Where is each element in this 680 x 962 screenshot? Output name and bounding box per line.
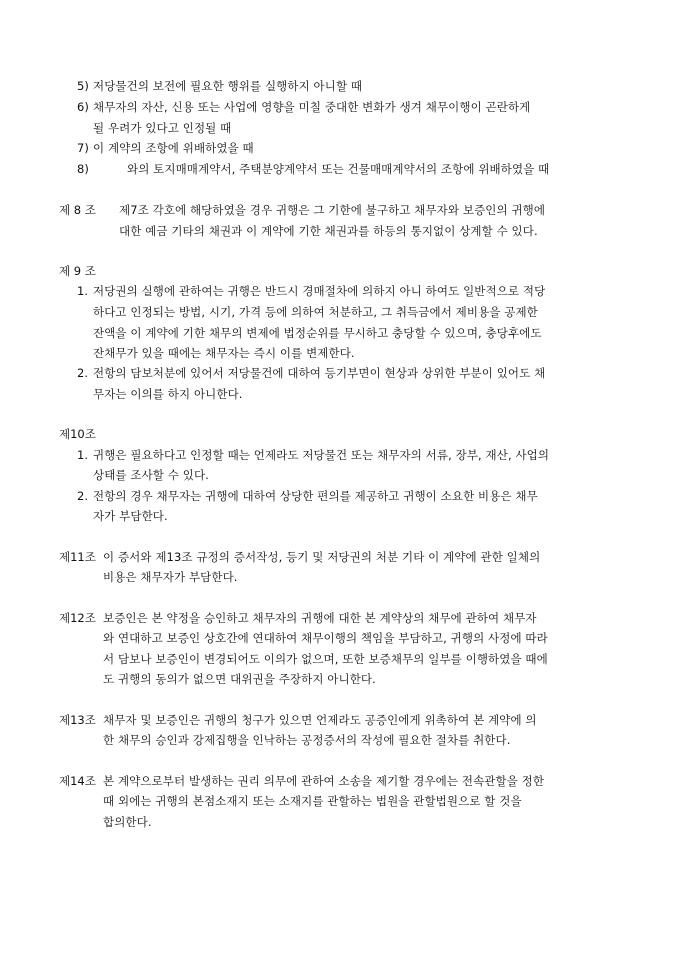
article-text: 본 계약으로부터 발생하는 권리 의무에 관하여 소송을 제기할 경우에는 전속관할을 정한 [103, 774, 545, 788]
item-number: 7) [77, 141, 89, 155]
item-text: 잔액을 이 계약에 기한 채무의 변제에 법정순위를 무시하고 충당할 수 있으며, 충당후에도 [93, 326, 542, 340]
item-text: 이 계약의 조항에 위배하였을 때 [93, 141, 254, 155]
item-number: 2. [77, 366, 88, 380]
item-text: 저당권의 실행에 관하여는 귀행은 반드시 경매절차에 의하지 아니 하여도 일반적으로 적당 [93, 284, 546, 298]
item-text: 채무자의 자산, 신용 또는 사업에 영향을 미칠 중대한 변화가 생겨 채무이행이 곤란하게 [93, 100, 531, 114]
item-number: 1. [77, 284, 88, 298]
item-text: 자가 부담한다. [93, 509, 168, 523]
item-text: 하다고 인정되는 방법, 시기, 가격 등에 의하여 처분하고, 그 취득금에서 제비용을 공제한 [93, 305, 538, 319]
article-text: 서 담보나 보증인이 변경되어도 이의가 없으며, 또한 보증채무의 일부를 이행하였을 때에 [103, 652, 548, 666]
article-text: 제7조 각호에 해당하였을 경우 귀행은 그 기한에 불구하고 채무자와 보증인의 귀행에 [119, 203, 546, 217]
article-text: 보증인은 본 약정을 승인하고 채무자의 귀행에 대한 본 계약상의 채무에 관하여 채무자 [103, 611, 537, 625]
item-text: 와의 토지매매계약서, 주택분양계약서 또는 건물매매계약서의 조항에 위배하였을 때 [127, 162, 550, 176]
article-text: 합의한다. [103, 815, 152, 829]
item-text: 귀행은 필요하다고 인정할 때는 언제라도 저당물건 또는 채무자의 서류, 장부, 재산, 사업의 [93, 448, 550, 462]
article-text: 이 증서와 제13조 규정의 증서작성, 등기 및 저당권의 처분 기타 이 계약에 관한 일체의 [103, 550, 541, 564]
item-text: 될 우려가 있다고 인정될 때 [93, 121, 232, 135]
article-text: 와 연대하고 보증인 상호간에 연대하여 채무이행의 책임을 부담하고, 귀행의 사정에 따라 [103, 631, 548, 645]
article-text: 대한 예금 기타의 채권과 이 계약에 기한 채권과를 하등의 통지없이 상계할 수 있다. [119, 224, 538, 238]
article-heading: 제 8 조 [59, 203, 96, 217]
article-text: 채무자 및 보증인은 귀행의 청구가 있으면 언제라도 공증인에게 위촉하여 본 계약에 의 [103, 713, 537, 727]
article-heading: 제10조 [59, 427, 96, 441]
item-text: 전항의 담보처분에 있어서 저당물건에 대하여 등기부면이 현상과 상위한 부분이 있어도 채 [93, 366, 546, 380]
item-number: 8) [77, 162, 89, 176]
item-text: 잔채무가 있을 때에는 채무자는 즉시 이를 변제한다. [93, 346, 355, 360]
item-number: 1. [77, 448, 88, 462]
article-heading: 제11조 [59, 550, 96, 564]
article-text: 한 채무의 승인과 강제집행을 인낙하는 공정증서의 작성에 필요한 절차를 취한다. [103, 733, 511, 747]
article-heading: 제 9 조 [59, 264, 96, 278]
item-number: 5) [77, 79, 89, 93]
item-text: 상태를 조사할 수 있다. [93, 468, 209, 482]
article-text: 도 귀행의 동의가 없으면 대위권을 주장하지 아니한다. [103, 672, 376, 686]
article-heading: 제14조 [59, 774, 96, 788]
article-heading: 제12조 [59, 611, 96, 625]
item-number: 2. [77, 489, 88, 503]
article-text: 때 외에는 귀행의 본점소재지 또는 소재지를 관할하는 법원을 관할법원으로 할 것을 [103, 794, 522, 808]
item-text: 전항의 경우 채무자는 귀행에 대하여 상당한 편의를 제공하고 귀행이 소요한 비용은 채무 [93, 489, 538, 503]
item-text: 무자는 이의를 하지 아니한다. [93, 387, 243, 401]
article-text: 비용은 채무자가 부담한다. [103, 570, 238, 584]
article-heading: 제13조 [59, 713, 96, 727]
item-text: 저당물건의 보전에 필요한 행위를 실행하지 아니할 때 [93, 79, 363, 93]
item-number: 6) [77, 100, 89, 114]
